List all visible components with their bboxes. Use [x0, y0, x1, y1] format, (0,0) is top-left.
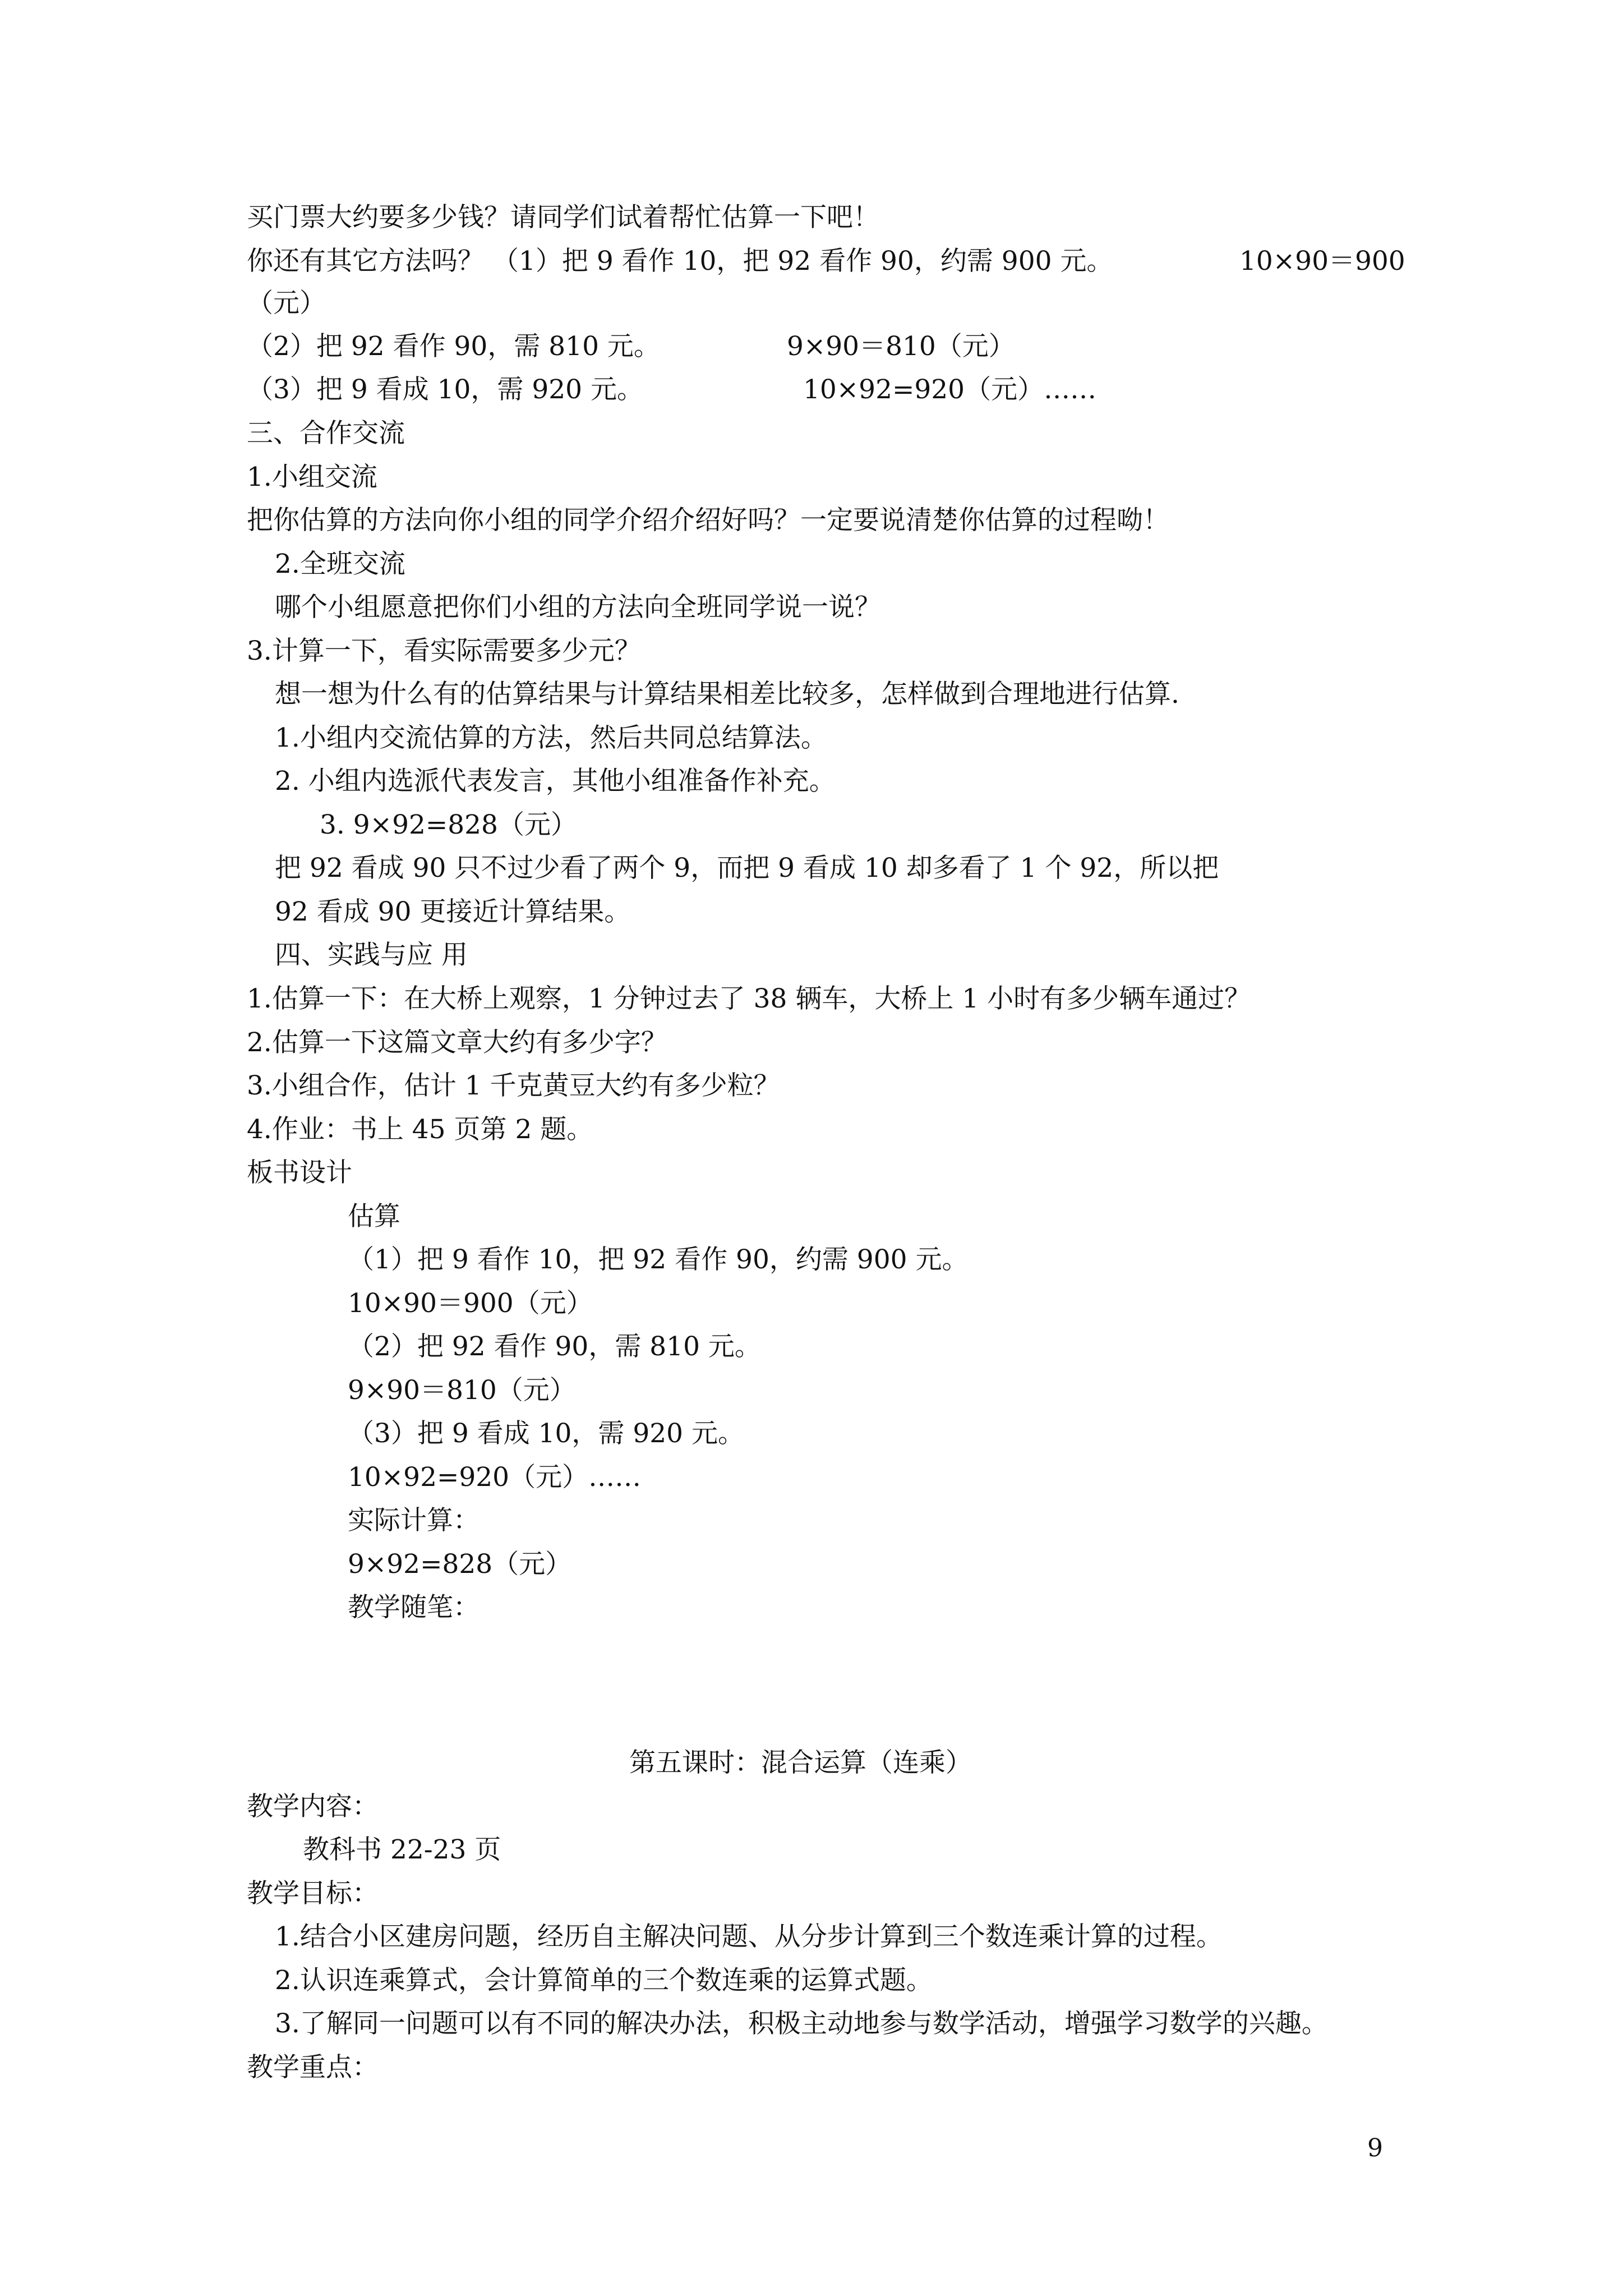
text-line: 10×92=920（元）……: [348, 1462, 642, 1493]
section-heading: 三、合作交流: [247, 418, 405, 449]
text-line: 92 看成 90 更接近计算结果。: [275, 896, 631, 927]
text-line: 3.了解同一问题可以有不同的解决办法，积极主动地参与数学活动，增强学习数学的兴趣。: [275, 2008, 1328, 2039]
page-number: 9: [1367, 2134, 1383, 2162]
text-line: 你还有其它方法吗？: [247, 246, 484, 277]
text-line: 1.小组交流: [247, 462, 377, 493]
text-line: 9×90＝810（元）: [348, 1375, 576, 1406]
text-line: 把你估算的方法向你小组的同学介绍介绍好吗？一定要说清楚你估算的过程呦！: [247, 505, 1169, 536]
text-line: 3.小组合作，估计 1 千克黄豆大约有多少粒？: [247, 1070, 780, 1101]
text-line: （元）: [247, 288, 326, 319]
text-line: 教科书 22-23 页: [303, 1834, 501, 1865]
text-line: （1）把 9 看作 10，把 92 看作 90，约需 900 元。: [348, 1244, 969, 1275]
text-line: （2）把 92 看作 90，需 810 元。: [247, 331, 660, 362]
text-line: 把 92 看成 90 只不过少看了两个 9，而把 9 看成 10 却多看了 1 个 92，所以把: [275, 853, 1219, 884]
text-line: 哪个小组愿意把你们小组的方法向全班同学说一说？: [275, 592, 881, 623]
section-heading: 板书设计: [247, 1157, 352, 1188]
text-line: （2）把 92 看作 90，需 810 元。: [348, 1331, 761, 1362]
text-line: 10×92=920（元）……: [803, 374, 1097, 405]
text-line: 2. 小组内选派代表发言，其他小组准备作补充。: [275, 766, 836, 797]
lesson-title: 第五课时：混合运算（连乘）: [629, 1747, 972, 1778]
section-heading: 教学内容：: [247, 1791, 379, 1822]
text-line: （1）把 9 看作 10，把 92 看作 90，约需 900 元。: [492, 246, 1113, 277]
text-line: 1.估算一下：在大桥上观察，1 分钟过去了 38 辆车，大桥上 1 小时有多少辆车通过？: [247, 983, 1251, 1014]
text-line: 2.全班交流: [275, 549, 405, 579]
text-line: 实际计算：: [348, 1505, 479, 1536]
section-heading: 教学目标：: [247, 1878, 379, 1909]
text-line: 2.认识连乘算式，会计算简单的三个数连乘的运算式题。: [275, 1965, 933, 1996]
text-line: 1.小组内交流估算的方法，然后共同总结算法。: [275, 723, 827, 753]
text-line: 2.估算一下这篇文章大约有多少字？: [247, 1027, 667, 1058]
text-line: 9×92=828（元）: [348, 1549, 572, 1580]
text-line: 3.计算一下，看实际需要多少元？: [247, 636, 641, 666]
section-heading: 教学重点：: [247, 2052, 379, 2083]
section-heading: 四、实践与应 用: [275, 940, 468, 970]
text-line: 想一想为什么有的估算结果与计算结果相差比较多，怎样做到合理地进行估算.: [275, 679, 1179, 710]
text-line: （3）把 9 看成 10，需 920 元。: [247, 374, 644, 405]
text-line: 估算: [348, 1201, 400, 1232]
text-line: 10×90＝900: [1239, 246, 1405, 277]
text-line: 10×90＝900（元）: [348, 1288, 593, 1319]
text-line: （3）把 9 看成 10，需 920 元。: [348, 1418, 745, 1449]
text-line: 3. 9×92=828（元）: [320, 809, 577, 840]
text-line: 教学随笔：: [348, 1592, 479, 1623]
text-line: 9×90＝810（元）: [787, 331, 1015, 362]
text-line: 买门票大约要多少钱？请同学们试着帮忙估算一下吧！: [247, 202, 879, 233]
text-line: 4.作业：书上 45 页第 2 题。: [247, 1114, 593, 1145]
text-line: 1.结合小区建房问题，经历自主解决问题、从分步计算到三个数连乘计算的过程。: [275, 1921, 1223, 1952]
